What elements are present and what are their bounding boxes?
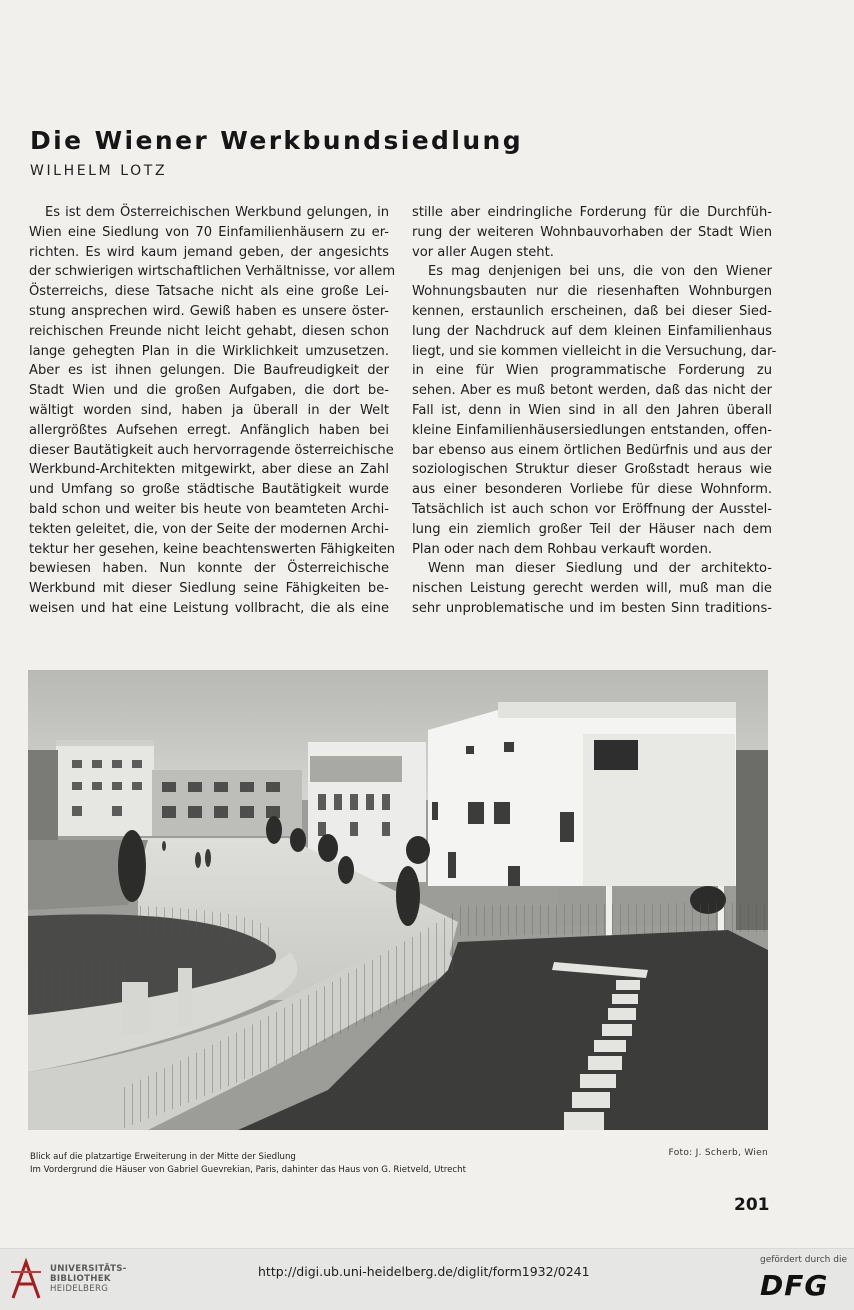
text-line: stille aber eindringliche Forderung für die Durchfüh- — [412, 205, 772, 220]
text-line: liegt, und sie kommen vielleicht in die Versuchung, dar- — [412, 343, 777, 359]
text-column-right — [412, 203, 777, 619]
settlement-photograph — [28, 670, 768, 1130]
figure-caption — [30, 1151, 466, 1176]
text-line: kleine Einfamilienhäusersiedlungen entstanden, offen- — [412, 422, 772, 438]
text-line: Es ist dem Österreichischen Werkbund gelungen, in — [45, 205, 389, 220]
article-title: Die Wiener Werkbundsiedlung — [30, 126, 524, 155]
funding-label: gefördert durch die — [760, 1255, 847, 1265]
text-line: Plan oder nach dem Rohbau verkauft worden. — [412, 541, 713, 557]
text-line: und Umfang so große städtische Bautätigkeit wurde — [29, 482, 389, 498]
permalink-url[interactable]: http://digi.ub.uni-heidelberg.de/diglit/form1932/0241 — [258, 1264, 590, 1279]
photo-credit: Foto: J. Scherb, Wien — [668, 1148, 768, 1158]
text-line: Wohnungsbauten nur die riesenhaften Wohnburgen — [412, 284, 772, 300]
university-library-logo-icon[interactable] — [9, 1258, 43, 1300]
text-line: wältigt worden sind, haben ja überall in der Welt — [29, 402, 389, 418]
text-line: sehen. Aber es muß betont werden, daß das nicht der — [412, 383, 772, 399]
article-author: WILHELM LOTZ — [30, 163, 168, 179]
text-line: lung ein ziemlich großer Teil der Häuser nach dem — [412, 521, 772, 537]
text-line: sehr unproblematische und im besten Sinn traditions- — [412, 600, 772, 616]
text-line: tekten geleitet, die, von der Seite der modernen Archi- — [29, 521, 389, 537]
photo-illustration — [28, 670, 768, 1130]
text-line: Wenn man dieser Siedlung und der architekto- — [428, 561, 772, 577]
text-line: stung ansprechen wird. Gewiß haben es unsere öster- — [29, 303, 389, 319]
text-line: tektur her gesehen, keine beachtenswerten Fähigkeiten — [29, 541, 396, 557]
text-line: Es mag denjenigen bei uns, die von den Wiener — [428, 264, 772, 280]
text-line: soziologischen Struktur dieser Großstadt heraus wie — [412, 462, 772, 478]
text-line: kennen, erstaunlich erscheinen, daß bei dieser Sied- — [412, 303, 772, 319]
dfg-logo[interactable]: DFG — [760, 1269, 829, 1302]
text-line: lung der Nachdruck auf dem kleinen Einfamilienhaus — [412, 323, 772, 339]
text-line: bewiesen haben. Nun konnte der Österreichische — [29, 561, 389, 577]
text-line: der schwierigen wirtschaftlichen Verhältnisse, vor allem — [29, 264, 396, 280]
text-line: Werkbund-Architekten mitgewirkt, aber diese an Zahl — [29, 462, 389, 478]
text-line: dieser Bautätigkeit auch hervorragende österreichische — [29, 442, 394, 458]
text-line: weisen und hat eine Leistung vollbracht, die als eine — [29, 600, 389, 616]
text-column-left — [29, 203, 396, 619]
text-line: Fall ist, denn in Wien sind in all den Jahren überall — [412, 402, 772, 418]
text-line: allergrößtes Aufsehen erregt. Anfänglich haben bei — [29, 422, 389, 438]
university-library-name: UNIVERSITÄTS- BIBLIOTHEK HEIDELBERG — [50, 1264, 127, 1294]
text-line: Aber es ist ihnen gelungen. Die Baufreudigkeit der — [29, 363, 389, 379]
text-line: reichischen Freunde nicht leicht gehabt, diesen schon — [29, 323, 389, 339]
page-number: 201 — [734, 1195, 770, 1215]
text-line: bald schon und weiter bis heute von beamteten Archi- — [29, 501, 389, 517]
text-line: lange gehegten Plan in die Wirklichkeit umzusetzen. — [29, 343, 389, 359]
text-line: richten. Es wird kaum jemand geben, der angesichts — [29, 244, 389, 260]
viewer-footer — [0, 1248, 854, 1310]
text-line: Stadt Wien und die großen Aufgaben, die dort be- — [29, 383, 389, 399]
text-line: bar ebenso aus einem örtlichen Bedürfnis und aus der — [412, 442, 772, 458]
text-line: Wien eine Siedlung von 70 Einfamilienhäusern zu er- — [29, 224, 389, 240]
text-line: Österreichs, diese Tatsache nicht als eine große Lei- — [29, 284, 389, 300]
caption-line-1: Blick auf die platzartige Erweiterung in der Mitte der Siedlung — [30, 1152, 296, 1162]
text-line: Tatsächlich ist auch schon vor Eröffnung der Ausstel- — [412, 501, 772, 517]
text-line: in eine für Wien programmatische Forderung zu — [412, 363, 772, 379]
caption-line-2: Im Vordergrund die Häuser von Gabriel Guevrekian, Paris, dahinter das Haus von G. Rietveld, Utrecht — [30, 1164, 466, 1175]
text-line: nischen Leistung gerecht werden will, muß man die — [412, 581, 772, 597]
text-line: aus einer besonderen Vorliebe für diese Wohnform. — [412, 482, 772, 498]
text-line: vor aller Augen steht. — [412, 244, 554, 260]
text-line: rung der weiteren Wohnbauvorhaben der Stadt Wien — [412, 224, 772, 240]
text-line: Werkbund mit dieser Siedlung seine Fähigkeiten be- — [29, 581, 389, 597]
